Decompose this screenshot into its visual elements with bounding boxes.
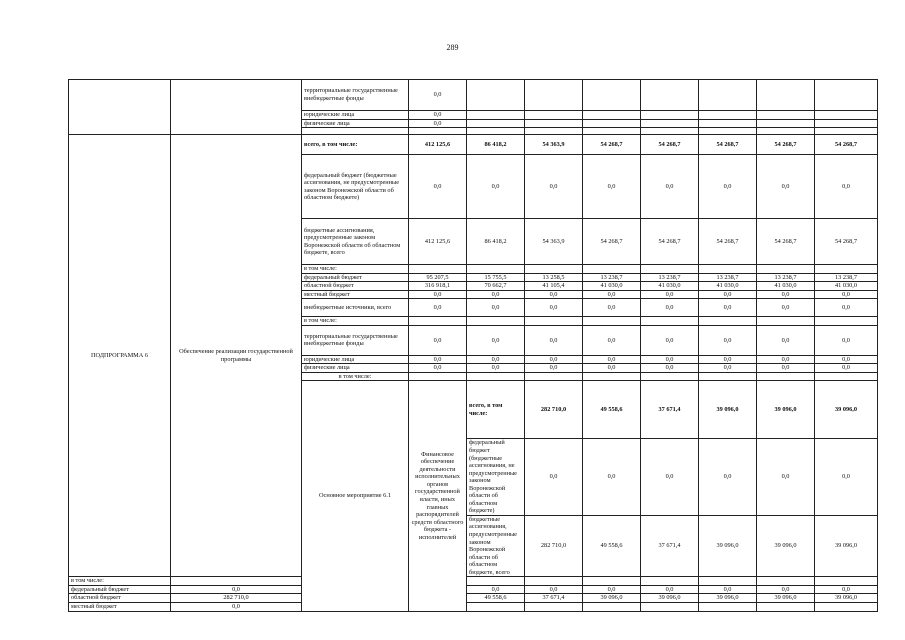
year-amount-cell: 0,0 xyxy=(583,325,641,355)
year-amount-cell: 54 363,9 xyxy=(525,135,583,155)
total-amount-cell: 412 125,6 xyxy=(409,135,467,155)
year-amount-cell: 0,0 xyxy=(815,290,878,299)
funding-source-label: в том числе: xyxy=(302,317,409,326)
funding-source-label xyxy=(302,128,409,135)
year-amount-cell: 0,0 xyxy=(467,364,525,373)
year-amount-cell: 39 096,0 xyxy=(757,515,815,576)
funding-source-label: внебюджетные источники, всего xyxy=(302,299,409,317)
year-amount-cell xyxy=(641,80,699,111)
year-amount-cell: 86 418,2 xyxy=(467,219,525,265)
year-amount-cell: 0,0 xyxy=(641,364,699,373)
table-row xyxy=(69,80,878,111)
year-amount-cell xyxy=(525,128,583,135)
year-amount-cell: 0,0 xyxy=(699,439,757,515)
year-amount-cell: 0,0 xyxy=(815,364,878,373)
year-amount-cell: 0,0 xyxy=(815,355,878,364)
total-amount-cell: 0,0 xyxy=(409,290,467,299)
funding-source-label: территориальные государственные внебюджетные фонды xyxy=(302,80,409,111)
year-amount-cell: 0,0 xyxy=(757,155,815,219)
year-amount-cell: 54 268,7 xyxy=(583,219,641,265)
year-amount-cell xyxy=(757,577,815,586)
program-status-cell: Основное мероприятие 6.1 xyxy=(302,381,409,611)
year-amount-cell xyxy=(699,265,757,274)
year-amount-cell xyxy=(525,80,583,111)
year-amount-cell xyxy=(699,317,757,326)
year-amount-cell: 0,0 xyxy=(641,325,699,355)
total-amount-cell xyxy=(171,577,302,586)
total-amount-cell xyxy=(525,372,583,381)
funding-source-label: юридические лица xyxy=(302,111,409,120)
year-amount-cell: 0,0 xyxy=(583,585,641,594)
total-amount-cell xyxy=(409,265,467,274)
year-amount-cell: 0,0 xyxy=(641,355,699,364)
year-amount-cell: 0,0 xyxy=(525,299,583,317)
total-amount-cell: 95 207,5 xyxy=(409,273,467,282)
year-amount-cell: 13 238,7 xyxy=(583,273,641,282)
funding-source-label xyxy=(467,372,525,381)
year-amount-cell: 54 363,9 xyxy=(525,219,583,265)
year-amount-cell xyxy=(757,317,815,326)
year-amount-cell: 41 030,0 xyxy=(641,282,699,291)
year-amount-cell xyxy=(467,80,525,111)
year-amount-cell xyxy=(641,372,699,381)
year-amount-cell xyxy=(757,265,815,274)
total-amount-cell: 316 918,1 xyxy=(409,282,467,291)
funding-source-label: местный бюджет xyxy=(69,602,171,611)
year-amount-cell xyxy=(815,111,878,120)
year-amount-cell: 54 268,7 xyxy=(699,219,757,265)
total-amount-cell xyxy=(409,128,467,135)
year-amount-cell: 0,0 xyxy=(583,355,641,364)
year-amount-cell xyxy=(815,372,878,381)
year-amount-cell xyxy=(641,111,699,120)
funding-source-label: федеральный бюджет (бюджетные ассигнования, не предусмотренные законом Воронежской области об областном бюджете) xyxy=(467,439,525,515)
year-amount-cell: 0,0 xyxy=(525,155,583,219)
year-amount-cell: 0,0 xyxy=(757,299,815,317)
year-amount-cell xyxy=(467,317,525,326)
year-amount-cell: 0,0 xyxy=(757,585,815,594)
year-amount-cell xyxy=(699,577,757,586)
year-amount-cell: 0,0 xyxy=(583,155,641,219)
year-amount-cell: 54 268,7 xyxy=(815,219,878,265)
year-amount-cell: 54 268,7 xyxy=(583,135,641,155)
year-amount-cell: 0,0 xyxy=(815,439,878,515)
year-amount-cell: 0,0 xyxy=(641,585,699,594)
year-amount-cell xyxy=(699,119,757,128)
year-amount-cell xyxy=(641,265,699,274)
year-amount-cell xyxy=(757,602,815,611)
year-amount-cell: 39 096,0 xyxy=(757,594,815,603)
total-amount-cell: 282 710,0 xyxy=(525,515,583,576)
program-status-cell xyxy=(69,80,171,135)
funding-source-label: физические лица xyxy=(302,364,409,373)
funding-source-label: всего, в том числе: xyxy=(302,135,409,155)
year-amount-cell: 49 558,6 xyxy=(583,381,641,439)
year-amount-cell: 13 238,7 xyxy=(757,273,815,282)
year-amount-cell xyxy=(815,317,878,326)
year-amount-cell xyxy=(525,119,583,128)
year-amount-cell: 39 096,0 xyxy=(641,594,699,603)
year-amount-cell: 54 268,7 xyxy=(757,135,815,155)
year-amount-cell xyxy=(699,372,757,381)
year-amount-cell xyxy=(757,372,815,381)
year-amount-cell: 70 662,7 xyxy=(467,282,525,291)
year-amount-cell: 0,0 xyxy=(815,155,878,219)
total-amount-cell xyxy=(409,317,467,326)
year-amount-cell: 0,0 xyxy=(525,585,583,594)
funding-source-label: территориальные государственные внебюджетные фонды xyxy=(302,325,409,355)
year-amount-cell: 54 268,7 xyxy=(699,135,757,155)
year-amount-cell: 0,0 xyxy=(467,585,525,594)
total-amount-cell: 0,0 xyxy=(409,111,467,120)
funding-source-label: федеральный бюджет xyxy=(69,585,171,594)
total-amount-cell: 412 125,6 xyxy=(409,219,467,265)
year-amount-cell xyxy=(641,128,699,135)
year-amount-cell xyxy=(525,577,583,586)
year-amount-cell: 39 096,0 xyxy=(815,381,878,439)
year-amount-cell xyxy=(699,80,757,111)
year-amount-cell xyxy=(583,372,641,381)
funding-source-label: бюджетные ассигнования, предусмотренные законом Воронежской области об областном бюджете, всего xyxy=(467,515,525,576)
year-amount-cell xyxy=(641,602,699,611)
year-amount-cell xyxy=(467,111,525,120)
year-amount-cell: 39 096,0 xyxy=(699,515,757,576)
year-amount-cell xyxy=(583,265,641,274)
year-amount-cell: 39 096,0 xyxy=(699,594,757,603)
year-amount-cell: 0,0 xyxy=(525,290,583,299)
year-amount-cell xyxy=(641,317,699,326)
funding-source-label: местный бюджет xyxy=(302,290,409,299)
year-amount-cell: 0,0 xyxy=(641,290,699,299)
year-amount-cell xyxy=(757,80,815,111)
year-amount-cell: 0,0 xyxy=(699,364,757,373)
year-amount-cell: 0,0 xyxy=(815,299,878,317)
funding-source-label: областной бюджет xyxy=(69,594,171,603)
year-amount-cell: 0,0 xyxy=(641,299,699,317)
table-row xyxy=(69,577,878,586)
program-name-cell xyxy=(409,372,467,381)
year-amount-cell xyxy=(467,265,525,274)
year-amount-cell: 41 030,0 xyxy=(757,282,815,291)
year-amount-cell: 0,0 xyxy=(699,290,757,299)
year-amount-cell: 41 030,0 xyxy=(815,282,878,291)
year-amount-cell xyxy=(815,119,878,128)
year-amount-cell xyxy=(815,602,878,611)
year-amount-cell xyxy=(815,80,878,111)
program-name-cell xyxy=(171,80,302,135)
year-amount-cell xyxy=(525,265,583,274)
total-amount-cell: 0,0 xyxy=(171,602,302,611)
year-amount-cell: 0,0 xyxy=(699,299,757,317)
year-amount-cell xyxy=(815,577,878,586)
funding-source-label: бюджетные ассигнования, предусмотренные законом Воронежской области об областном бюджете, всего xyxy=(302,219,409,265)
year-amount-cell xyxy=(757,111,815,120)
year-amount-cell: 0,0 xyxy=(525,364,583,373)
year-amount-cell xyxy=(467,602,525,611)
year-amount-cell: 41 030,0 xyxy=(583,282,641,291)
year-amount-cell: 0,0 xyxy=(525,325,583,355)
year-amount-cell: 13 238,7 xyxy=(815,273,878,282)
total-amount-cell: 282 710,0 xyxy=(525,381,583,439)
table-row xyxy=(69,585,878,594)
year-amount-cell: 54 268,7 xyxy=(815,135,878,155)
year-amount-cell: 0,0 xyxy=(583,299,641,317)
year-amount-cell: 13 238,7 xyxy=(641,273,699,282)
year-amount-cell: 41 030,0 xyxy=(699,282,757,291)
funding-source-label: областной бюджет xyxy=(302,282,409,291)
year-amount-cell: 37 671,4 xyxy=(641,381,699,439)
year-amount-cell xyxy=(467,128,525,135)
total-amount-cell: 0,0 xyxy=(409,299,467,317)
program-name-cell: Финансовое обеспечение деятельности исполнительных органов государственной власти, иных главных распорядителей средств областного бюджета - исполнителей xyxy=(409,381,467,611)
year-amount-cell xyxy=(641,577,699,586)
year-amount-cell: 54 268,7 xyxy=(641,219,699,265)
year-amount-cell: 0,0 xyxy=(641,439,699,515)
year-amount-cell: 0,0 xyxy=(525,355,583,364)
year-amount-cell xyxy=(525,317,583,326)
year-amount-cell: 0,0 xyxy=(467,290,525,299)
year-amount-cell xyxy=(815,265,878,274)
table-row xyxy=(69,594,878,603)
year-amount-cell: 39 096,0 xyxy=(583,594,641,603)
year-amount-cell: 0,0 xyxy=(815,585,878,594)
year-amount-cell xyxy=(699,111,757,120)
year-amount-cell: 0,0 xyxy=(467,355,525,364)
year-amount-cell: 0,0 xyxy=(583,290,641,299)
funding-source-label: федеральный бюджет xyxy=(302,273,409,282)
year-amount-cell xyxy=(467,577,525,586)
year-amount-cell xyxy=(583,602,641,611)
year-amount-cell: 41 105,4 xyxy=(525,282,583,291)
year-amount-cell: 0,0 xyxy=(699,355,757,364)
year-amount-cell: 54 268,7 xyxy=(641,135,699,155)
year-amount-cell: 15 755,5 xyxy=(467,273,525,282)
year-amount-cell xyxy=(815,128,878,135)
year-amount-cell xyxy=(699,602,757,611)
program-status-cell: ПОДПРОГРАММА 6 xyxy=(69,135,171,577)
year-amount-cell xyxy=(583,111,641,120)
year-amount-cell: 0,0 xyxy=(641,155,699,219)
total-amount-cell: 0,0 xyxy=(525,439,583,515)
total-amount-cell: 0,0 xyxy=(409,119,467,128)
funding-source-label: в том числе: xyxy=(302,265,409,274)
year-amount-cell: 0,0 xyxy=(757,290,815,299)
program-status-cell: в том числе: xyxy=(302,372,409,381)
year-amount-cell xyxy=(467,119,525,128)
total-amount-cell: 282 710,0 xyxy=(171,594,302,603)
year-amount-cell: 49 558,6 xyxy=(467,594,525,603)
year-amount-cell: 39 096,0 xyxy=(757,381,815,439)
year-amount-cell: 0,0 xyxy=(815,325,878,355)
page-number: 289 xyxy=(446,43,459,52)
total-amount-cell: 0,0 xyxy=(409,355,467,364)
program-name-cell: Обеспечение реализации государственной программы xyxy=(171,135,302,577)
year-amount-cell xyxy=(525,111,583,120)
year-amount-cell: 0,0 xyxy=(757,364,815,373)
year-amount-cell xyxy=(525,602,583,611)
year-amount-cell xyxy=(757,119,815,128)
table-row xyxy=(69,602,878,611)
year-amount-cell xyxy=(583,317,641,326)
year-amount-cell: 13 258,5 xyxy=(525,273,583,282)
year-amount-cell: 13 238,7 xyxy=(699,273,757,282)
year-amount-cell: 0,0 xyxy=(757,439,815,515)
funding-source-label: всего, в том числе: xyxy=(467,381,525,439)
year-amount-cell: 0,0 xyxy=(757,355,815,364)
year-amount-cell: 0,0 xyxy=(467,155,525,219)
year-amount-cell xyxy=(699,128,757,135)
year-amount-cell: 39 096,0 xyxy=(815,594,878,603)
total-amount-cell: 0,0 xyxy=(409,80,467,111)
year-amount-cell: 0,0 xyxy=(467,325,525,355)
year-amount-cell: 49 558,6 xyxy=(583,515,641,576)
year-amount-cell xyxy=(583,80,641,111)
year-amount-cell: 0,0 xyxy=(699,585,757,594)
year-amount-cell xyxy=(583,577,641,586)
year-amount-cell: 86 418,2 xyxy=(467,135,525,155)
year-amount-cell: 0,0 xyxy=(699,325,757,355)
total-amount-cell: 0,0 xyxy=(171,585,302,594)
budget-table xyxy=(68,79,878,612)
funding-source-label: физические лица xyxy=(302,119,409,128)
year-amount-cell xyxy=(583,128,641,135)
year-amount-cell: 0,0 xyxy=(583,439,641,515)
funding-source-label: в том числе: xyxy=(69,577,171,586)
funding-source-label: юридические лица xyxy=(302,355,409,364)
year-amount-cell: 37 671,4 xyxy=(641,515,699,576)
year-amount-cell xyxy=(757,128,815,135)
year-amount-cell: 39 096,0 xyxy=(815,515,878,576)
year-amount-cell: 0,0 xyxy=(467,299,525,317)
year-amount-cell: 0,0 xyxy=(583,364,641,373)
total-amount-cell: 0,0 xyxy=(409,155,467,219)
year-amount-cell xyxy=(583,119,641,128)
year-amount-cell xyxy=(641,119,699,128)
year-amount-cell: 0,0 xyxy=(699,155,757,219)
year-amount-cell: 37 671,4 xyxy=(525,594,583,603)
year-amount-cell: 54 268,7 xyxy=(757,219,815,265)
total-amount-cell: 0,0 xyxy=(409,325,467,355)
total-amount-cell: 0,0 xyxy=(409,364,467,373)
year-amount-cell: 39 096,0 xyxy=(699,381,757,439)
funding-source-label: федеральный бюджет (бюджетные ассигнования, не предусмотренные законом Воронежской области об областном бюджете) xyxy=(302,155,409,219)
year-amount-cell: 0,0 xyxy=(757,325,815,355)
table-row xyxy=(69,135,878,155)
